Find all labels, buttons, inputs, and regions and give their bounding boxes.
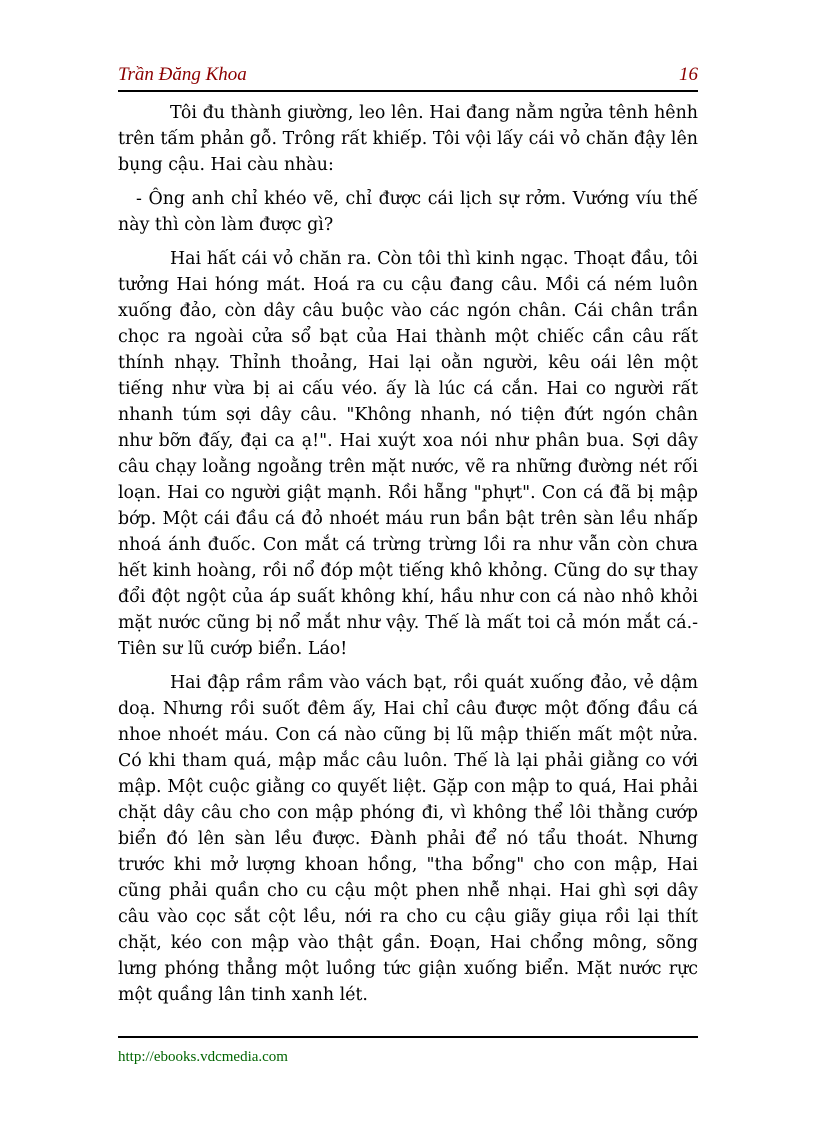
paragraph-4: Hai đập rầm rầm vào vách bạt, rồi quát xuống đảo, vẻ dậm doạ. Nhưng rồi suốt đêm ấy, Hai chỉ câu được một đống đầu cá nhoe nhoét máu. Con cá nào cũng bị lũ mập thiến mất một nửa. Có khi tham quá, mập mắc câu luôn. Thế là lại phải giằng co với mập. Một cuộc giằng co quyết liệt. Gặp con mập to quá, Hai phải chặt dây câu cho con mập phóng đi, vì không thể lôi thằng cướp biển đó lên sàn lều được. Đành phải để nó tẩu thoát. Nhưng trước khi mở lượng khoan hồng, "tha bổng" cho con mập, Hai cũng phải quần cho cu cậu một phen nhễ nhại. Hai ghì sợi dây câu vào cọc sắt cột lều, nới ra cho cu cậu giãy giụa rồi lại thít chặt, kéo con mập vào thật gần. Đoạn, Hai chổng mông, sõng lưng phóng thẳng một luồng tức giận xuống biển. Mặt nước rực một quầng lân tinh xanh lét. — [118, 673, 698, 1005]
page-header — [118, 62, 698, 92]
paragraph-2-dialog: - Ông anh chỉ khéo vẽ, chỉ được cái lịch sự rởm. Vướng víu thế này thì còn làm được gì? — [118, 189, 698, 235]
paragraph-1: Tôi đu thành giường, leo lên. Hai đang nằm ngửa tênh hênh trên tấm phản gỗ. Trông rất khiếp. Tôi vội lấy cái vỏ chăn đậy lên bụng cậu. Hai càu nhàu: — [118, 103, 698, 175]
page-footer — [118, 1036, 698, 1066]
source-link[interactable]: http://ebooks.vdcmedia.com — [118, 1049, 288, 1065]
book-author-title: Trần Đăng Khoa — [118, 64, 247, 85]
page-body — [118, 100, 698, 1016]
page-number: 16 — [679, 64, 698, 85]
paragraph-3: Hai hất cái vỏ chăn ra. Còn tôi thì kinh ngạc. Thoạt đầu, tôi tưởng Hai hóng mát. Hoá ra cu cậu đang câu. Mồi cá ném luôn xuống đảo, còn dây câu buộc vào các ngón chân. Cái chân trần chọc ra ngoài cửa sổ bạt của Hai thành một chiếc cần câu rất thính nhạy. Thỉnh thoảng, Hai lại oằn người, kêu oái lên một tiếng như vừa bị ai cấu véo. ấy là lúc cá cắn. Hai co người rất nhanh túm sợi dây câu. "Không nhanh, nó tiện đứt ngón chân như bỡn đấy, đại ca ạ!". Hai xuýt xoa nói như phân bua. Sợi dây câu chạy loằng ngoằng trên mặt nước, vẽ ra những đường nét rối loạn. Hai co người giật mạnh. Rồi hẵng "phựt". Con cá đã bị mập bớp. Một cái đầu cá đỏ nhoét máu run bần bật trên sàn lều nhấp nhoá ánh đuốc. Con mắt cá trừng trừng lồi ra như vẫn còn chưa hết kinh hoàng, rồi nổ đóp một tiếng khô khỏng. Cũng do sự thay đổi đột ngột của áp suất không khí, hầu như con cá nào nhô khỏi mặt nước cũng bị nổ mắt như vậy. Thế là mất toi cả món mắt cá.- Tiên sư lũ cướp biển. Láo! — [118, 249, 698, 659]
